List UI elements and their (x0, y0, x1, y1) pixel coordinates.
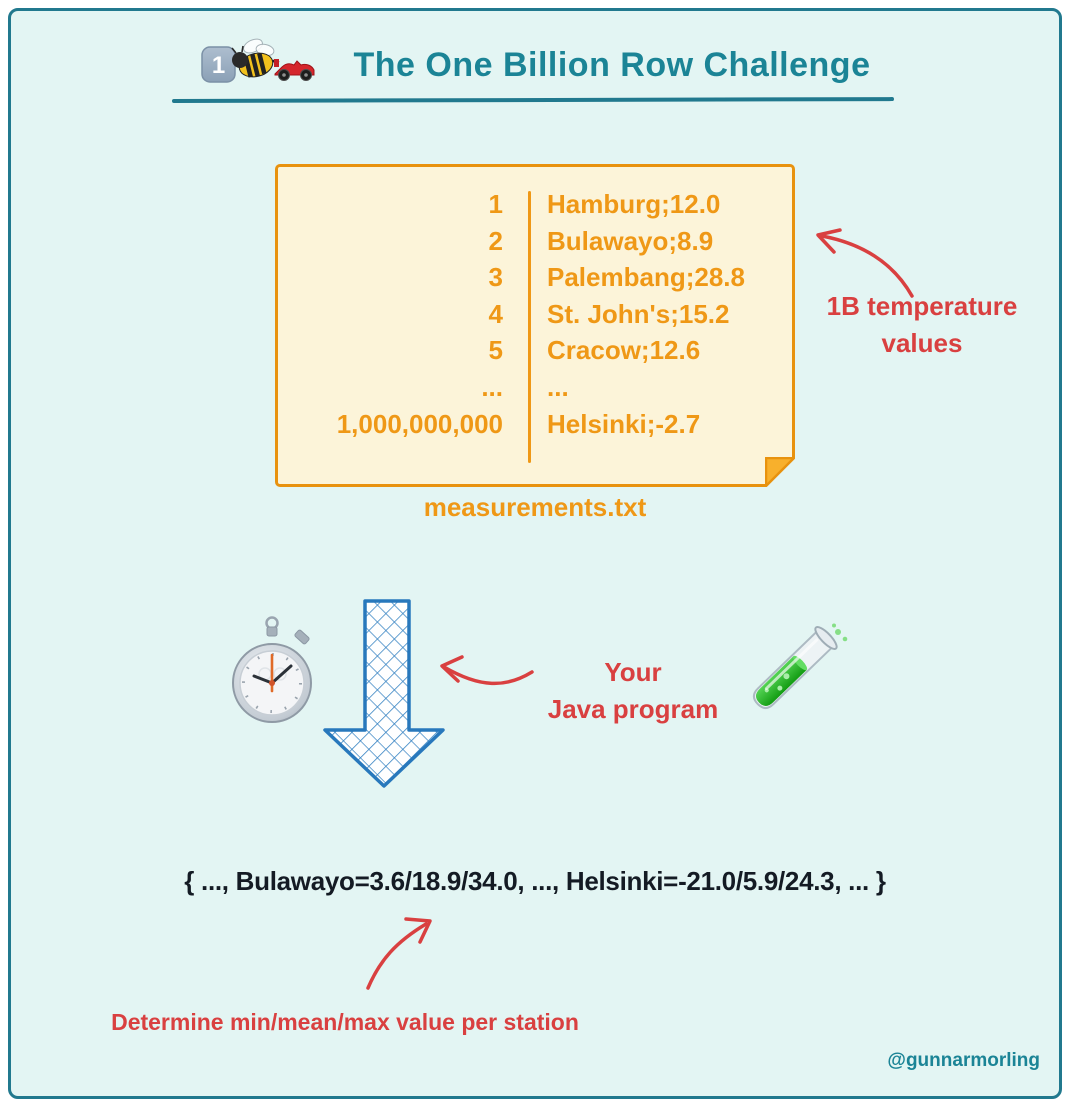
title-emoji-group (196, 34, 318, 88)
line-number: 3 (488, 262, 503, 293)
line-number: 1 (488, 189, 503, 219)
annotation-1b-values-line2: values (881, 328, 963, 358)
file-line (278, 299, 792, 336)
file-line (278, 226, 792, 263)
result-line: { ..., Bulawayo=3.6/18.9/34.0, ..., Helsinki=-21.0/5.9/24.3, ... } (184, 866, 886, 896)
arrow-to-program-icon (430, 650, 538, 696)
annotation-program-line2: Java program (547, 694, 719, 724)
line-number: 4 (488, 298, 503, 329)
measurements-file-card (275, 164, 795, 487)
folded-corner-icon (765, 457, 795, 487)
test-tube-icon (738, 622, 850, 740)
file-line (278, 189, 792, 226)
file-lines (278, 189, 792, 445)
annotation-task: Determine min/mean/max value per station (111, 1009, 579, 1035)
line-value: Bulawayo;8.9 (547, 225, 714, 256)
credit-handle: @gunnarmorling (887, 1050, 1040, 1071)
file-line (278, 335, 792, 372)
line-number: 2 (488, 225, 503, 256)
file-line (278, 372, 792, 409)
file-name-caption: measurements.txt (423, 492, 647, 522)
svg-text:1: 1 (211, 52, 226, 79)
file-line (278, 262, 792, 299)
arrow-to-result-icon (352, 912, 448, 996)
line-number: 5 (488, 335, 503, 366)
line-number: 1,000,000,000 (336, 408, 503, 439)
line-value: ... (547, 371, 569, 402)
bee-icon (232, 36, 281, 80)
line-value: St. John's;15.2 (547, 298, 730, 329)
annotation-1b-values (806, 288, 1038, 362)
line-value: Helsinki;-2.7 (547, 408, 701, 439)
stopwatch-icon (229, 614, 315, 728)
line-value: Palembang;28.8 (547, 262, 745, 293)
keycap-1-icon (202, 47, 235, 82)
racing-car-icon (274, 59, 314, 81)
file-line (278, 409, 792, 446)
line-value: Hamburg;12.0 (547, 189, 721, 219)
annotation-1b-values-line1: 1B temperature (826, 291, 1018, 321)
page-title: The One Billion Row Challenge (353, 46, 871, 84)
annotation-program-line1: Your (604, 657, 662, 687)
annotation-your-java-program (535, 654, 731, 728)
line-number: ... (481, 371, 503, 402)
line-value: Cracow;12.6 (547, 335, 701, 366)
